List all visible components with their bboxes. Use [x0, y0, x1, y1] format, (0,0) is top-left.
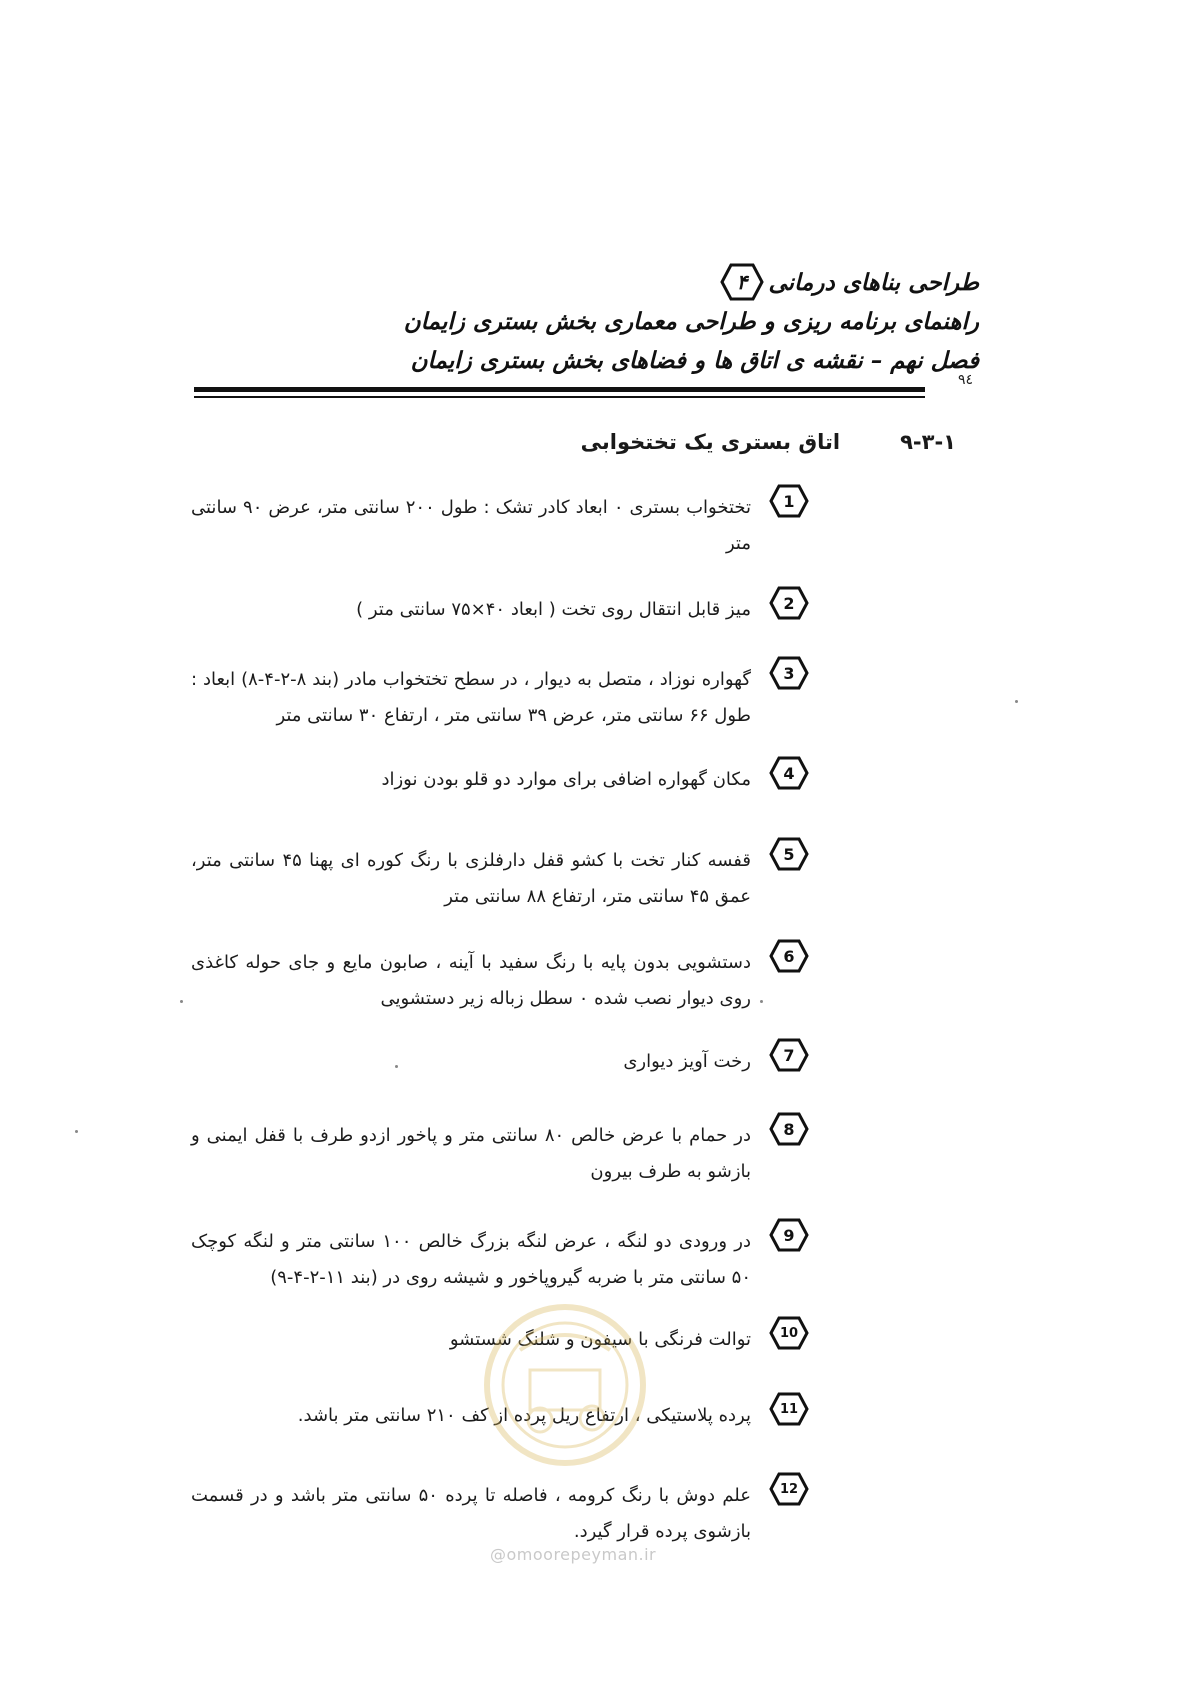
item-number-badge [769, 837, 809, 871]
item-number-badge [769, 484, 809, 518]
item-text: رخت آویز دیواری [623, 1051, 751, 1072]
item-text: در ورودی دو لنگه ، عرض لنگه بزرگ خالص ۱۰۰ سانتی متر و لنگه کوچک ۵۰ سانتی متر با ضربه گیروپاخور و شیشه روی در (بند ۱۱-۲-۴-۹) [191, 1231, 751, 1288]
item-text: تختخواب بستری ۰ ابعاد کادر تشک : طول ۲۰۰ سانتی متر، عرض ۹۰ سانتی متر [191, 497, 752, 554]
item-number: 1 [783, 491, 795, 511]
item-number-badge [769, 939, 809, 973]
item-text: دستشویی بدون پایه با رنگ سفید با آینه ، صابون مایع و جای حوله کاغذی روی دیوار نصب شده ۰ سطل زباله زیر دستشویی [191, 952, 751, 1009]
watermark-url: @omoorepeyman.ir [490, 1545, 657, 1564]
scan-speck [180, 1000, 183, 1003]
item-number-badge [769, 756, 809, 790]
item-text: پرده پلاستیکی ، ارتفاع ریل پرده از کف ۲۱۰ سانتی متر باشد. [297, 1405, 751, 1426]
section-heading [256, 430, 956, 454]
item-number: 12 [779, 1481, 799, 1497]
item-text: گهواره نوزاد ، متصل به دیوار ، در سطح تختخواب مادر (بند ۸-۲-۴-۸) ابعاد : طول ۶۶ سانتی متر، عرض ۳۹ سانتی متر ، ارتفاع ۳۰ سانتی متر [191, 669, 751, 726]
item-number: 5 [783, 844, 795, 864]
item-text: میز قابل انتقال روی تخت ( ابعاد ۴۰×۷۵ سانتی متر ) [356, 599, 751, 620]
item-number-badge [769, 586, 809, 620]
header-rule-thin [194, 396, 925, 398]
seal-watermark-icon [480, 1300, 650, 1470]
item-number: 11 [779, 1401, 799, 1417]
item-number: 10 [779, 1325, 799, 1341]
item-text: علم دوش با رنگ کرومه ، فاصله تا پرده ۵۰ سانتی متر باشد و در قسمت بازشوی پرده قرار گیرد. [191, 1485, 751, 1542]
item-number-badge [769, 656, 809, 690]
item-text: در حمام با عرض خالص ۸۰ سانتی متر و پاخور ازدو طرف با قفل ایمنی و بازشو به طرف بیرون [191, 1125, 751, 1182]
book-header [219, 262, 979, 380]
header-line-2: راهنمای برنامه ریزی و طراحی معماری بخش بستری زایمان [403, 308, 979, 335]
item-number: 8 [783, 1119, 795, 1139]
item-text: مکان گهواره اضافی برای موارد دو قلو بودن نوزاد [381, 769, 751, 790]
scan-speck [1015, 700, 1018, 703]
section-number: ۹-۳-۱ [900, 430, 956, 454]
item-number: 2 [783, 593, 795, 613]
item-number: 4 [783, 763, 795, 783]
item-number-badge [769, 1316, 809, 1350]
item-number-badge [769, 1038, 809, 1072]
volume-badge [720, 262, 764, 302]
section-title: اتاق بستری یک تختخوابی [580, 430, 841, 454]
item-text: توالت فرنگی با سیفون و شلنگ شستشو [449, 1329, 751, 1350]
volume-number: ۴ [737, 270, 748, 294]
page-number: ۹٤ [957, 372, 973, 388]
item-number: 7 [783, 1045, 795, 1065]
header-rule-thick [194, 387, 925, 392]
item-number-badge [769, 1472, 809, 1506]
scan-speck [75, 1130, 78, 1133]
scan-speck [760, 1000, 763, 1003]
header-line-3: فصل نهم – نقشه ی اتاق ها و فضاهای بخش بستری زایمان [410, 347, 979, 374]
scan-speck [395, 1065, 398, 1068]
item-text: قفسه کنار تخت با کشو قفل دارفلزی با رنگ کوره ای پهنا ۴۵ سانتی متر، عمق ۴۵ سانتی متر، ارتفاع ۸۸ سانتی متر [191, 850, 751, 907]
item-number: 3 [783, 663, 795, 683]
item-number-badge [769, 1392, 809, 1426]
item-number: 9 [783, 1225, 795, 1245]
item-number: 6 [783, 946, 795, 966]
item-number-badge [769, 1112, 809, 1146]
item-number-badge [769, 1218, 809, 1252]
header-line-1 [219, 262, 979, 302]
hexagon-icon [720, 262, 764, 302]
book-series-title: طراحی بناهای درمانی [768, 268, 979, 296]
